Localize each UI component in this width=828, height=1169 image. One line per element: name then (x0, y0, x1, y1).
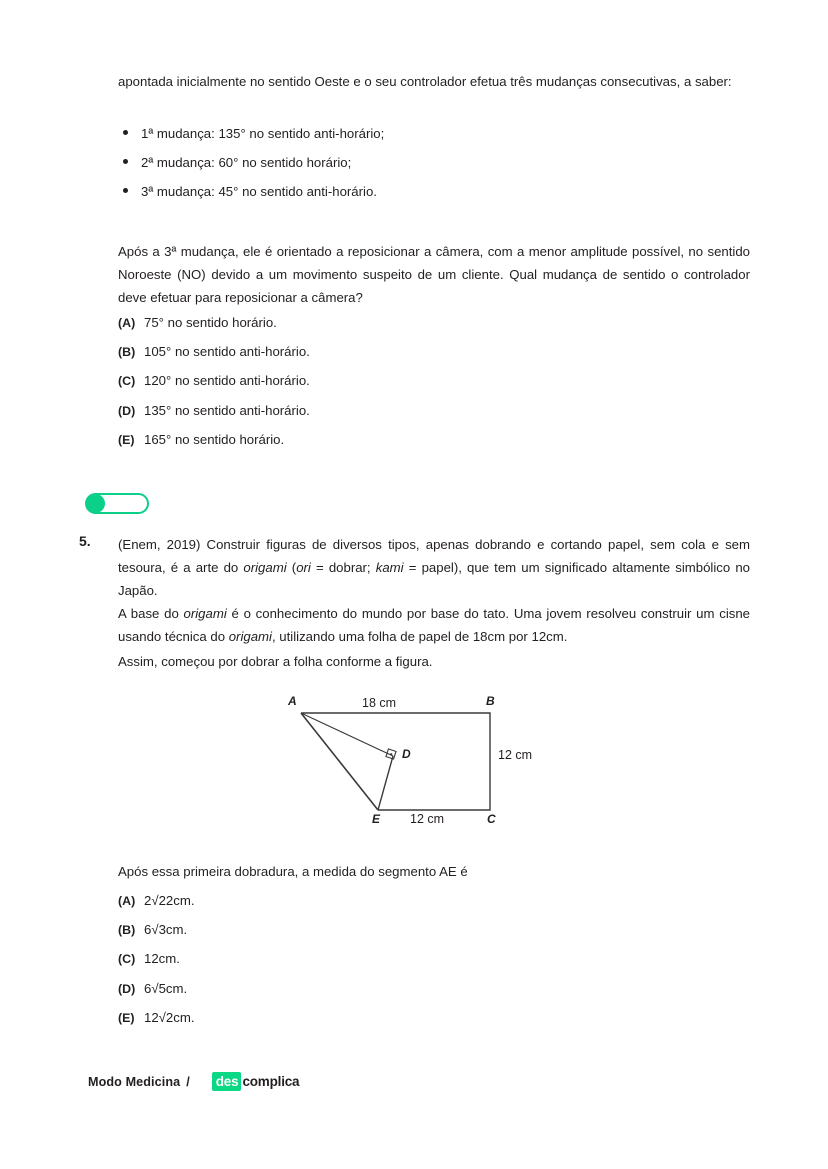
q4-alternative-c[interactable] (118, 370, 310, 392)
q5-p2-italic-origami-1: origami (183, 606, 227, 621)
q4-alternative-b[interactable] (118, 341, 310, 363)
q4-alt-d-letter: (D) (118, 404, 136, 418)
q4-alternative-d[interactable] (118, 400, 310, 422)
segment-AD (301, 713, 393, 756)
q5-paragraph-1 (118, 533, 750, 602)
q5-p1-seg4: = papel), que tem um significado altamente simbólico no Japão. (118, 560, 751, 598)
q4-alt-a-text: 75° no sentido horário. (144, 315, 277, 330)
q5-p2-seg3: , utilizando uma folha de papel de 18cm por 12cm. (271, 629, 568, 644)
q4-alt-b-text: 105° no sentido anti-horário. (144, 344, 310, 359)
q5-p2-seg2: é o conhecimento do mundo por base do tato. Uma jovem resolveu construir um cisne usando técnica do (118, 606, 751, 644)
q4-alt-c-text: 120° no sentido anti-horário. (144, 373, 310, 388)
q5-p1-italic-ori: ori (296, 560, 311, 575)
q4-bullet-3-text: 3ª mudança: 45° no sentido anti-horário. (141, 184, 377, 199)
q5-p1-seg3: = dobrar; (310, 560, 376, 575)
q4-bullet-2-text: 2ª mudança: 60° no sentido horário; (141, 155, 352, 170)
dimension-right-12cm: 12 cm (498, 748, 533, 762)
q4-alt-b-letter: (B) (118, 345, 136, 359)
footer-separator: / (186, 1074, 190, 1089)
segment-AE (301, 713, 378, 810)
q5-alternative-d[interactable] (118, 978, 187, 1000)
page-footer (88, 1072, 299, 1091)
q5-p1-seg1: (Enem, 2019) Construir figuras de diversos tipos, apenas dobrando e cortando papel, sem cola e sem tesoura, é a arte do (118, 537, 750, 575)
bullet-icon (123, 188, 128, 193)
q5-p1-seg2: ( (286, 560, 297, 575)
dimension-bottom-12cm: 12 cm (410, 812, 445, 826)
q5-alternative-b[interactable] (118, 919, 187, 941)
q4-alternative-e[interactable] (118, 429, 284, 451)
q5-alt-b-text: 6√3cm. (144, 922, 188, 937)
q4-alt-d-text: 135° no sentido anti-horário. (144, 403, 310, 418)
vertex-label-A: A (288, 694, 297, 708)
q4-bullet-1-text: 1ª mudança: 135° no sentido anti-horário; (141, 126, 385, 141)
paper-outline (301, 713, 490, 810)
vertex-label-C: C (487, 812, 496, 826)
bullet-icon (123, 130, 128, 135)
descomplica-logo (212, 1072, 300, 1091)
origami-fold-svg (280, 694, 533, 829)
q4-bullet-3 (123, 180, 743, 203)
logo-complica-text: complica (242, 1074, 300, 1089)
q4-alt-e-text: 165° no sentido horário. (144, 432, 285, 447)
vertex-label-D: D (402, 747, 411, 761)
q5-alt-e-text: 12√2cm. (144, 1010, 195, 1025)
q4-intro-paragraph: apontada inicialmente no sentido Oeste e o seu controlador efetua três mudanças consecutivas, a saber: (118, 74, 732, 89)
q5-paragraph-2 (118, 602, 750, 648)
q5-alt-a-text: 2√22cm. (144, 893, 195, 908)
logo-des-badge: des (212, 1072, 242, 1091)
q5-p2-italic-origami-2: origami (228, 629, 272, 644)
q5-alt-d-letter: (D) (118, 982, 136, 996)
q5-p2-seg1: A base do (118, 606, 184, 621)
q4-prompt-paragraph: Após a 3ª mudança, ele é orientado a reposicionar a câmera, com a menor amplitude possível, no sentido Noroeste (NO) devido a um movimento suspeito de um cliente. Qual mudança de sentido o controlador deve efetuar para reposicionar a câmera? (118, 244, 750, 305)
q5-question-line: Após essa primeira dobradura, a medida do segmento AE é (118, 864, 468, 879)
footer-brand-label: Modo Medicina (88, 1074, 181, 1089)
q5-alt-d-text: 6√5cm. (144, 981, 188, 996)
q4-alternative-a[interactable] (118, 312, 277, 334)
q5-alt-c-text: 12cm. (144, 951, 180, 966)
q4-alt-c-letter: (C) (118, 374, 136, 388)
q5-alternative-e[interactable] (118, 1007, 194, 1029)
right-angle-dot (390, 753, 392, 755)
q5-p1-italic-kami: kami (375, 560, 404, 575)
q5-alt-a-letter: (A) (118, 894, 136, 908)
progress-toggle[interactable] (85, 493, 149, 514)
q5-alt-b-letter: (B) (118, 923, 136, 937)
q5-alternative-c[interactable] (118, 948, 180, 970)
q4-alt-a-letter: (A) (118, 316, 136, 330)
q5-p1-italic-origami: origami (243, 560, 287, 575)
q5-alternative-a[interactable] (118, 890, 194, 912)
origami-fold-diagram (280, 694, 533, 829)
vertex-label-E: E (372, 812, 381, 826)
dimension-top-18cm: 18 cm (362, 696, 397, 710)
segment-DE (378, 756, 393, 810)
q4-bullet-1 (123, 122, 743, 145)
q4-bullet-2 (123, 151, 743, 174)
q5-paragraph-3: Assim, começou por dobrar a folha conforme a figura. (118, 654, 433, 669)
question-5-number: 5. (79, 533, 91, 549)
q5-alt-e-letter: (E) (118, 1011, 135, 1025)
toggle-knob[interactable] (86, 494, 105, 513)
q4-alt-e-letter: (E) (118, 433, 135, 447)
q5-alt-c-letter: (C) (118, 952, 136, 966)
vertex-label-B: B (486, 694, 495, 708)
bullet-icon (123, 159, 128, 164)
